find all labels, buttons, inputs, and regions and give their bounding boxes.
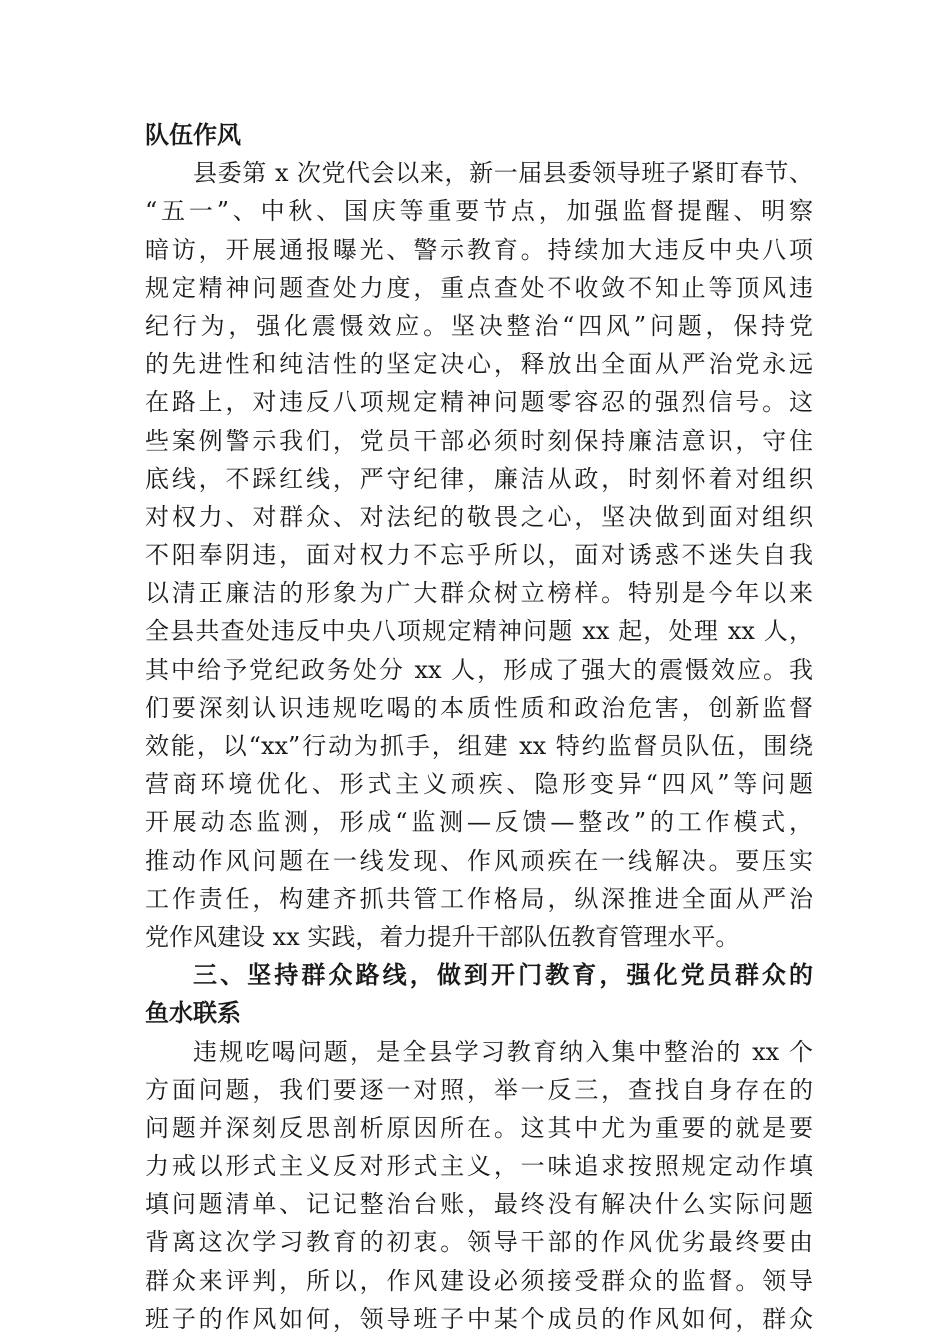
paragraph-line: 方面问题，我们要逐一对照，举一反三，查找自身存在的 — [145, 1075, 813, 1104]
section-heading-continuation: 队伍作风 — [145, 121, 241, 149]
paragraph-line: 些案例警示我们，党员干部必须时刻保持廉洁意识，守住 — [145, 426, 813, 455]
paragraph-line: 以清正廉洁的形象为广大群众树立榜样。特别是今年以来 — [145, 579, 813, 608]
paragraph-line: 党作风建设 xx 实践，着力提升干部队伍教育管理水平。 — [145, 922, 740, 951]
paragraph-line: 在路上，对违反八项规定精神问题零容忍的强烈信号。这 — [145, 388, 813, 417]
paragraph-line: “五一”、中秋、国庆等重要节点，加强监督提醒、明察 — [145, 197, 813, 226]
paragraph-line: 背离这次学习教育的初衷。领导干部的作风优劣最终要由 — [145, 1228, 813, 1257]
paragraph-line: 对权力、对群众、对法纪的敬畏之心，坚决做到面对组织 — [145, 502, 813, 531]
paragraph-line: 营商环境优化、形式主义顽疾、隐形变异“四风”等问题 — [145, 770, 813, 799]
heading-line: 三、坚持群众路线，做到开门教育，强化党员群众的 — [193, 961, 813, 990]
paragraph-2 — [145, 1033, 813, 1339]
heading-line: 鱼水联系 — [145, 999, 241, 1028]
paragraph-line: 不阳奉阴违，面对权力不忘乎所以，面对诱惑不迷失自我 — [145, 541, 813, 570]
paragraph-line: 的先进性和纯洁性的坚定决心，释放出全面从严治党永远 — [145, 350, 813, 379]
paragraph-line: 纪行为，强化震慑效应。坚决整治“四风”问题，保持党 — [145, 311, 813, 340]
paragraph-line: 规定精神问题查处力度，重点查处不收敛不知止等顶风违 — [145, 273, 813, 302]
paragraph-1 — [145, 154, 813, 956]
paragraph-line: 们要深刻认识违规吃喝的本质性质和政治危害，创新监督 — [145, 693, 813, 722]
paragraph-line: 全县共查处违反中央八项规定精神问题 xx 起，处理 xx 人， — [145, 617, 813, 646]
document-body — [145, 116, 813, 1338]
paragraph-line: 其中给予党纪政务处分 xx 人，形成了强大的震慑效应。我 — [145, 655, 813, 684]
paragraph-line: 推动作风问题在一线发现、作风顽疾在一线解决。要压实 — [145, 846, 813, 875]
paragraph-line: 暗访，开展通报曝光、警示教育。持续加大违反中央八项 — [145, 235, 813, 264]
paragraph-line: 违规吃喝问题，是全县学习教育纳入集中整治的 xx 个 — [193, 1037, 813, 1066]
paragraph-line: 班子的作风如何，领导班子中某个成员的作风如何，群众 — [145, 1304, 813, 1333]
paragraph-line: 问题并深刻反思剖析原因所在。这其中尤为重要的就是要 — [145, 1113, 813, 1142]
section-heading-3 — [145, 956, 813, 1032]
paragraph-line: 效能，以“xx”行动为抓手，组建 xx 特约监督员队伍，围绕 — [145, 732, 813, 760]
paragraph-line: 底线，不踩红线，严守纪律，廉洁从政，时刻怀着对组织 — [145, 464, 813, 493]
paragraph-line: 开展动态监测，形成“监测—反馈—整改”的工作模式， — [145, 808, 813, 837]
paragraph-line: 县委第 x 次党代会以来，新一届县委领导班子紧盯春节、 — [193, 159, 813, 188]
paragraph-line: 群众来评判，所以，作风建设必须接受群众的监督。领导 — [145, 1266, 813, 1295]
paragraph-line: 工作责任，构建齐抓共管工作格局，纵深推进全面从严治 — [145, 884, 813, 913]
paragraph-line: 填问题清单、记记整治台账，最终没有解决什么实际问题 — [145, 1190, 813, 1219]
paragraph-line: 力戒以形式主义反对形式主义，一味追求按照规定动作填 — [145, 1152, 813, 1181]
